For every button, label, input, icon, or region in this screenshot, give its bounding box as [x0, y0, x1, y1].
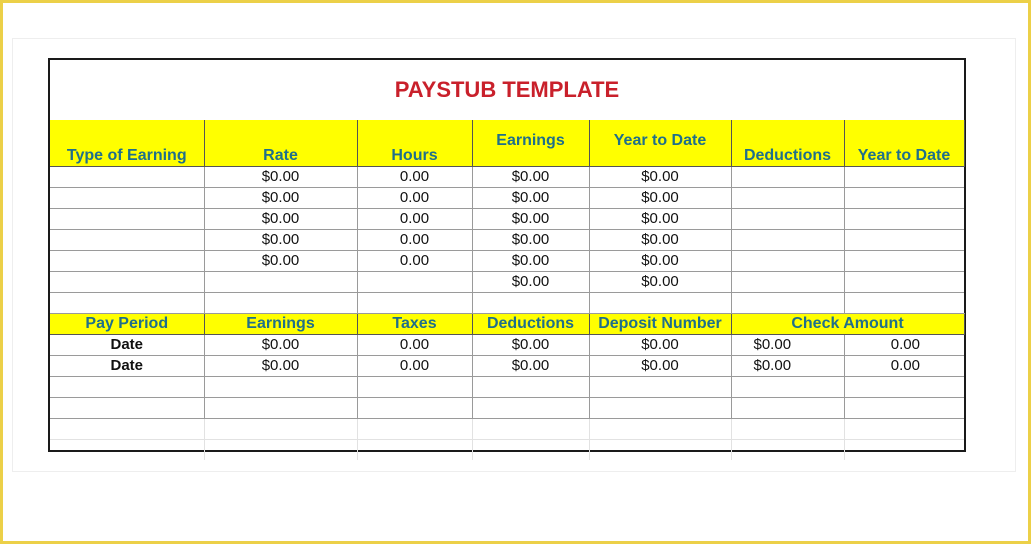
header-type-of-earning: Type of Earning: [50, 120, 204, 167]
cell-deposit-number[interactable]: $0.00: [589, 356, 731, 377]
empty-cell: [844, 293, 964, 314]
empty-cell[interactable]: [731, 419, 844, 440]
cell-deductions-ytd[interactable]: [844, 167, 964, 188]
cell-rate[interactable]: $0.00: [204, 209, 357, 230]
empty-cell[interactable]: [50, 377, 204, 398]
cell-deductions-ytd[interactable]: [844, 272, 964, 293]
cell-earnings[interactable]: $0.00: [472, 188, 589, 209]
cell-type[interactable]: [50, 230, 204, 251]
empty-cell[interactable]: [589, 377, 731, 398]
cell-deductions[interactable]: [731, 188, 844, 209]
empty-cell[interactable]: [731, 377, 844, 398]
cell-deductions[interactable]: $0.00: [472, 356, 589, 377]
cell-deductions[interactable]: [731, 167, 844, 188]
table-row: [50, 209, 964, 230]
cell-earnings[interactable]: $0.00: [204, 335, 357, 356]
cell-type[interactable]: [50, 167, 204, 188]
empty-cell[interactable]: [731, 440, 844, 461]
cell-deductions[interactable]: [731, 272, 844, 293]
empty-cell[interactable]: [50, 440, 204, 461]
empty-cell[interactable]: [357, 377, 472, 398]
cell-earnings[interactable]: $0.00: [472, 230, 589, 251]
empty-row: [50, 419, 964, 440]
empty-cell[interactable]: [50, 398, 204, 419]
cell-type[interactable]: [50, 188, 204, 209]
cell-pay-period[interactable]: Date: [50, 356, 204, 377]
cell-ytd[interactable]: $0.00: [589, 251, 731, 272]
cell-deductions[interactable]: [731, 230, 844, 251]
summary-header-row: [50, 314, 964, 335]
empty-cell[interactable]: [844, 419, 964, 440]
cell-check-amount[interactable]: $0.00: [731, 335, 844, 356]
header-summary-earnings: Earnings: [204, 314, 357, 335]
cell-check-amount-value[interactable]: 0.00: [844, 335, 964, 356]
header-summary-deductions: Deductions: [472, 314, 589, 335]
cell-hours[interactable]: 0.00: [357, 230, 472, 251]
cell-taxes[interactable]: 0.00: [357, 356, 472, 377]
cell-check-amount[interactable]: $0.00: [731, 356, 844, 377]
empty-row: [50, 440, 964, 461]
header-check-amount: Check Amount: [731, 314, 964, 335]
earnings-header-row: [50, 120, 964, 167]
cell-ytd[interactable]: $0.00: [589, 188, 731, 209]
empty-cell[interactable]: [204, 419, 357, 440]
empty-cell[interactable]: [589, 419, 731, 440]
table-row: [50, 356, 964, 377]
empty-cell[interactable]: [472, 440, 589, 461]
header-rate: Rate: [204, 120, 357, 167]
cell-earnings[interactable]: $0.00: [472, 209, 589, 230]
cell-hours[interactable]: 0.00: [357, 251, 472, 272]
cell-hours[interactable]: 0.00: [357, 167, 472, 188]
table-row: [50, 188, 964, 209]
empty-cell[interactable]: [204, 440, 357, 461]
header-pay-period: Pay Period: [50, 314, 204, 335]
empty-cell[interactable]: [731, 398, 844, 419]
empty-cell[interactable]: [357, 398, 472, 419]
empty-cell[interactable]: [589, 440, 731, 461]
table-row: [50, 167, 964, 188]
cell-earnings[interactable]: $0.00: [472, 251, 589, 272]
empty-row: [50, 377, 964, 398]
empty-cell: [472, 293, 589, 314]
table-row: [50, 251, 964, 272]
empty-cell: [204, 293, 357, 314]
header-earnings: Earnings: [472, 120, 589, 167]
cell-hours[interactable]: 0.00: [357, 188, 472, 209]
cell-earnings[interactable]: $0.00: [472, 272, 589, 293]
paystub-sheet: [48, 58, 966, 452]
cell-earnings[interactable]: $0.00: [204, 356, 357, 377]
empty-cell: [50, 293, 204, 314]
cell-rate[interactable]: $0.00: [204, 188, 357, 209]
empty-cell: [357, 293, 472, 314]
paystub-table: [50, 120, 965, 460]
empty-cell[interactable]: [472, 419, 589, 440]
header-deductions: Deductions: [731, 120, 844, 167]
cell-rate[interactable]: $0.00: [204, 251, 357, 272]
empty-cell: [731, 293, 844, 314]
faint-watermark: [40, 494, 200, 502]
empty-cell[interactable]: [472, 377, 589, 398]
cell-deductions-ytd[interactable]: [844, 230, 964, 251]
cell-hours[interactable]: 0.00: [357, 209, 472, 230]
cell-earnings[interactable]: $0.00: [472, 167, 589, 188]
cell-rate[interactable]: [204, 272, 357, 293]
header-deductions-year-to-date: Year to Date: [844, 120, 964, 167]
empty-cell[interactable]: [50, 419, 204, 440]
empty-row: [50, 398, 964, 419]
cell-deductions[interactable]: [731, 251, 844, 272]
empty-cell[interactable]: [204, 398, 357, 419]
cell-check-amount-value[interactable]: 0.00: [844, 356, 964, 377]
cell-deductions[interactable]: $0.00: [472, 335, 589, 356]
cell-deposit-number[interactable]: $0.00: [589, 335, 731, 356]
empty-cell[interactable]: [357, 440, 472, 461]
empty-cell[interactable]: [357, 419, 472, 440]
table-row: [50, 335, 964, 356]
empty-cell[interactable]: [844, 398, 964, 419]
header-taxes: Taxes: [357, 314, 472, 335]
cell-rate[interactable]: $0.00: [204, 167, 357, 188]
cell-type[interactable]: [50, 272, 204, 293]
cell-deductions-ytd[interactable]: [844, 209, 964, 230]
empty-cell[interactable]: [844, 440, 964, 461]
cell-deductions-ytd[interactable]: [844, 251, 964, 272]
table-row: [50, 272, 964, 293]
empty-cell[interactable]: [472, 398, 589, 419]
cell-deductions[interactable]: [731, 209, 844, 230]
cell-type[interactable]: [50, 251, 204, 272]
empty-cell[interactable]: [844, 377, 964, 398]
spacer-row: [50, 293, 964, 314]
page-title: PAYSTUB TEMPLATE: [50, 60, 964, 121]
empty-cell[interactable]: [589, 398, 731, 419]
cell-taxes[interactable]: 0.00: [357, 335, 472, 356]
empty-cell: [589, 293, 731, 314]
empty-cell[interactable]: [204, 377, 357, 398]
cell-deductions-ytd[interactable]: [844, 188, 964, 209]
header-year-to-date: Year to Date: [589, 120, 731, 167]
cell-rate[interactable]: $0.00: [204, 230, 357, 251]
cell-hours[interactable]: [357, 272, 472, 293]
cell-pay-period[interactable]: Date: [50, 335, 204, 356]
header-deposit-number: Deposit Number: [589, 314, 731, 335]
cell-ytd[interactable]: $0.00: [589, 209, 731, 230]
cell-ytd[interactable]: $0.00: [589, 167, 731, 188]
cell-ytd[interactable]: $0.00: [589, 272, 731, 293]
header-hours: Hours: [357, 120, 472, 167]
cell-type[interactable]: [50, 209, 204, 230]
cell-ytd[interactable]: $0.00: [589, 230, 731, 251]
table-row: [50, 230, 964, 251]
